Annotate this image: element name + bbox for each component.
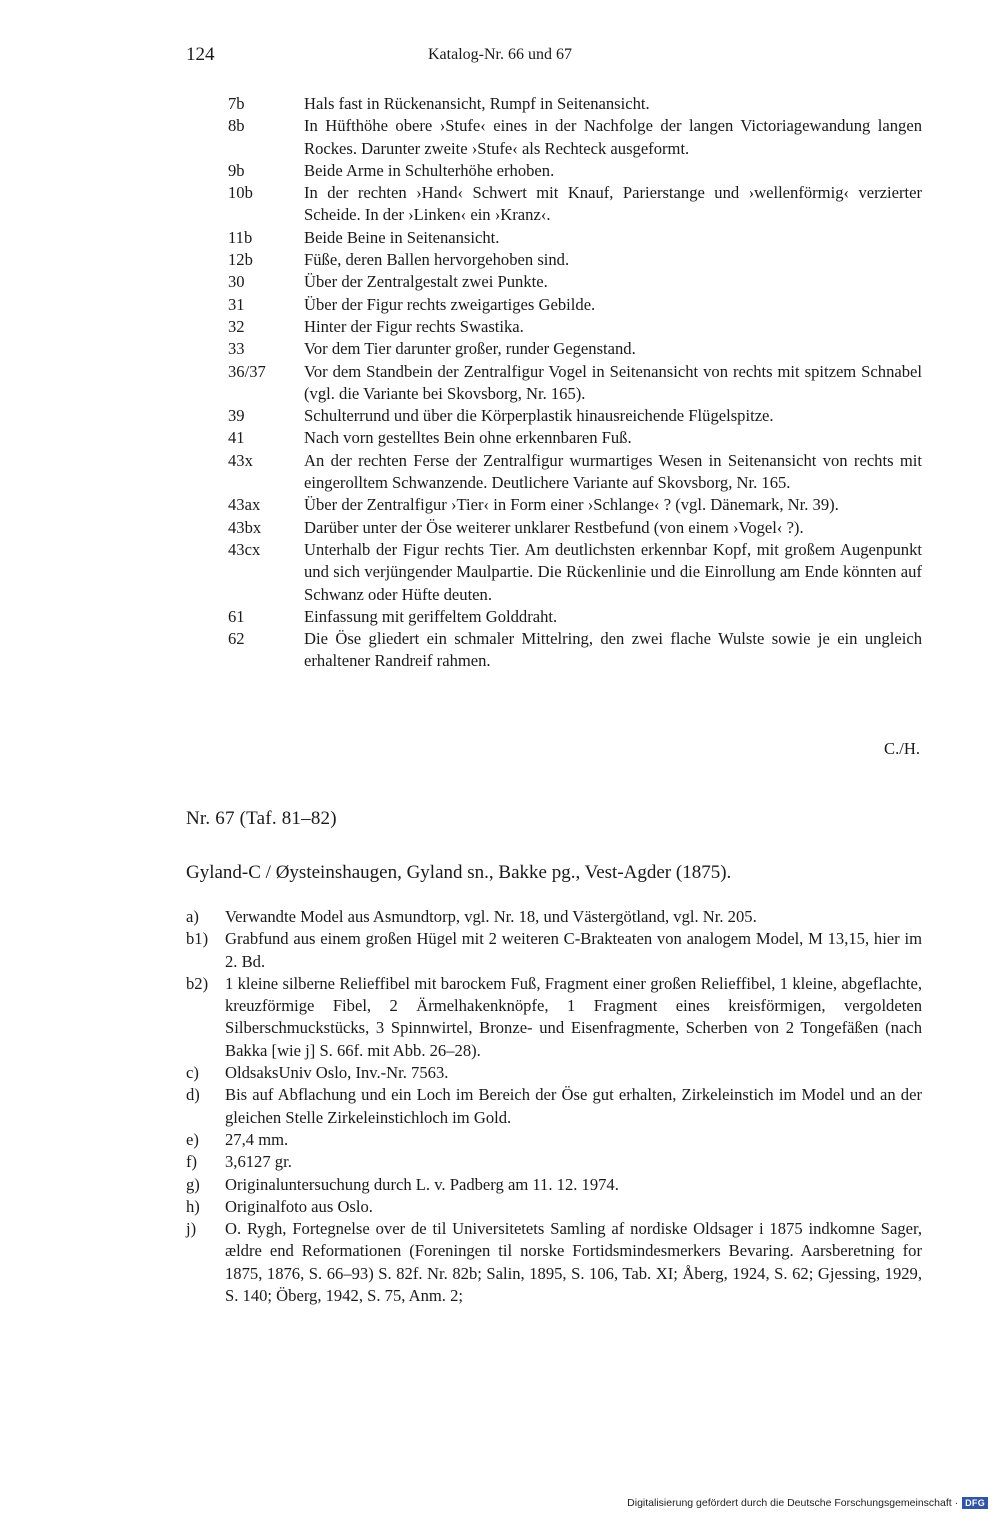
feature-description: Unterhalb der Figur rechts Tier. Am deutlichsten erkennbar Kopf, mit großem Augenpunkt und sich verjüngender Maulpartie. Die Rückenlinie und die Einrollung am Ende könnten auf Schwanz oder Hüfte deuten. <box>304 539 922 604</box>
feature-code: 43cx <box>228 539 261 559</box>
catalog-field <box>186 1218 922 1307</box>
catalog-field <box>186 1062 922 1084</box>
feature-description: Beide Beine in Seitenansicht. <box>304 227 500 247</box>
field-key: a) <box>186 907 199 926</box>
feature-code: 31 <box>228 294 245 314</box>
feature-description: Die Öse gliedert ein schmaler Mittelring, den zwei flache Wulste sowie je ein ungleich erhaltener Randreif rahmen. <box>304 629 922 671</box>
dfg-logo-icon: DFG <box>962 1497 988 1509</box>
feature-description: Nach vorn gestelltes Bein ohne erkennbaren Fuß. <box>304 428 632 448</box>
feature-entry <box>228 115 922 160</box>
feature-entry <box>228 517 922 539</box>
feature-code: 62 <box>228 629 245 649</box>
feature-description: Über der Zentralgestalt zwei Punkte. <box>304 272 548 292</box>
feature-code: 10b <box>228 183 253 203</box>
feature-entry <box>228 450 922 495</box>
feature-entry <box>228 628 922 673</box>
feature-description: In Hüfthöhe obere ›Stufe‹ eines in der Nachfolge der langen Victoriagewandung langen Rockes. Darunter zweite ›Stufe‹ als Rechteck ausgeformt. <box>304 116 922 158</box>
catalog-number-heading: Nr. 67 (Taf. 81–82) <box>186 808 337 829</box>
feature-entry <box>228 93 922 115</box>
feature-entry <box>228 182 922 227</box>
funding-footer <box>627 1497 988 1509</box>
catalog-field <box>186 1196 922 1218</box>
catalog-fields <box>186 906 922 1307</box>
field-key: c) <box>186 1063 199 1083</box>
feature-code: 11b <box>228 227 253 247</box>
catalog-field <box>186 973 922 1062</box>
field-value: OldsaksUniv Oslo, Inv.-Nr. 7563. <box>225 1063 449 1083</box>
feature-code: 43bx <box>228 517 262 537</box>
feature-description: Über der Zentralfigur ›Tier‹ in Form einer ›Schlange‹ ? (vgl. Dänemark, Nr. 39). <box>304 495 839 515</box>
feature-entry <box>228 494 922 516</box>
feature-entry <box>228 338 922 360</box>
field-value: Bis auf Abflachung und ein Loch im Bereich der Öse gut erhalten, Zirkeleinstich im Model und an der gleichen Stelle Zirkeleinstichloch im Gold. <box>225 1085 922 1127</box>
feature-entry <box>228 316 922 338</box>
field-value: Originaluntersuchung durch L. v. Padberg am 11. 12. 1974. <box>225 1174 619 1194</box>
author-initials: C./H. <box>884 739 920 758</box>
field-key: b1) <box>186 929 209 949</box>
feature-description: Vor dem Tier darunter großer, runder Gegenstand. <box>304 339 636 359</box>
field-value: 3,6127 gr. <box>225 1152 292 1172</box>
catalog-field <box>186 1129 922 1151</box>
field-value: 1 kleine silberne Relieffibel mit barockem Fuß, Fragment einer großen Relieffibel, 1 kleine, abgeflachte, kreuzförmige Fibel, 2 Ärmelhakenknöpfe, 1 Fragment eines kreisförmigen, vergoldeten Silberschmuckstücks, 3 Spinnwirtel, Bronze- und Eisenfragmente, Scherben von 2 Tongefäßen (nach Bakka [wie j] S. 66f. mit Abb. 26–28). <box>225 973 922 1060</box>
catalog-field <box>186 1151 922 1173</box>
feature-description: Schulterrund und über die Körperplastik hinausreichende Flügelspitze. <box>304 406 774 426</box>
feature-entry <box>228 606 922 628</box>
field-key: e) <box>186 1129 199 1149</box>
feature-description: In der rechten ›Hand‹ Schwert mit Knauf, Parierstange und ›wellenförmig‹ verzierter Scheide. In der ›Linken‹ ein ›Kranz‹. <box>304 183 922 225</box>
feature-list <box>228 93 922 673</box>
feature-entry <box>228 427 922 449</box>
feature-description: Hals fast in Rückenansicht, Rumpf in Seitenansicht. <box>304 94 650 113</box>
field-key: d) <box>186 1085 200 1105</box>
feature-description: Hinter der Figur rechts Swastika. <box>304 316 524 336</box>
feature-entry <box>228 294 922 316</box>
field-key: b2) <box>186 973 209 993</box>
catalog-field <box>186 1174 922 1196</box>
feature-entry <box>228 160 922 182</box>
feature-code: 36/37 <box>228 361 266 381</box>
field-value: Verwandte Model aus Asmundtorp, vgl. Nr. 18, und Västergötland, vgl. Nr. 205. <box>225 907 757 926</box>
catalog-field <box>186 928 922 973</box>
feature-code: 8b <box>228 116 245 136</box>
field-value: Grabfund aus einem großen Hügel mit 2 weiteren C-Brakteaten von analogem Model, M 13,15, hier im 2. Bd. <box>225 929 922 971</box>
feature-code: 33 <box>228 339 245 359</box>
feature-description: Einfassung mit geriffeltem Golddraht. <box>304 606 558 626</box>
catalog-field <box>186 1084 922 1129</box>
site-heading: Gyland-C / Øysteinshaugen, Gyland sn., Bakke pg., Vest-Agder (1875). <box>186 862 732 883</box>
feature-code: 41 <box>228 428 245 448</box>
feature-description: Füße, deren Ballen hervorgehoben sind. <box>304 250 570 270</box>
field-value: Originalfoto aus Oslo. <box>225 1196 373 1216</box>
feature-description: Darüber unter der Öse weiterer unklarer Restbefund (von einem ›Vogel‹ ?). <box>304 517 804 537</box>
feature-entry <box>228 249 922 271</box>
feature-code: 39 <box>228 406 245 426</box>
funding-text: Digitalisierung gefördert durch die Deutsche Forschungsgemeinschaft · <box>627 1497 959 1509</box>
feature-description: An der rechten Ferse der Zentralfigur wurmartiges Wesen in Seitenansicht von rechts mit eingerolltem Schwanzende. Deutlichere Variante auf Skovsborg, Nr. 165. <box>304 450 922 493</box>
field-key: j) <box>186 1219 197 1239</box>
field-key: h) <box>186 1196 200 1216</box>
feature-entry <box>228 539 922 606</box>
feature-entry <box>228 405 922 427</box>
feature-description: Beide Arme in Schulterhöhe erhoben. <box>304 160 555 180</box>
field-value: 27,4 mm. <box>225 1129 289 1149</box>
feature-entry <box>228 227 922 249</box>
field-key: g) <box>186 1174 200 1194</box>
field-value: O. Rygh, Fortegnelse over de til Universitetets Samling af nordiske Oldsager i 1875 indkomne Sager, ældre end Reformationen (Foreningen til norske Fortidsmindesmerkers Bevaring. Aarsberetning for 1875, 1876, S. 66–93) S. 82f. Nr. 82b; Salin, 1895, S. 106, Tab. XI; Åberg, 1924, S. 62; Gjessing, 1929, S. 140; Öberg, 1942, S. 75, Anm. 2; <box>225 1219 922 1306</box>
field-key: f) <box>186 1152 198 1172</box>
feature-code: 43x <box>228 450 253 470</box>
feature-code: 12b <box>228 250 253 270</box>
running-head: Katalog-Nr. 66 und 67 <box>428 46 572 63</box>
feature-code: 30 <box>228 272 245 292</box>
feature-description: Über der Figur rechts zweigartiges Gebilde. <box>304 294 596 314</box>
feature-entry <box>228 271 922 293</box>
feature-code: 43ax <box>228 495 261 515</box>
page-number: 124 <box>186 44 215 65</box>
feature-code: 61 <box>228 606 245 626</box>
feature-entry <box>228 361 922 406</box>
feature-code: 32 <box>228 316 245 336</box>
feature-code: 9b <box>228 160 245 180</box>
catalog-field <box>186 906 922 928</box>
feature-code: 7b <box>228 94 245 113</box>
feature-description: Vor dem Standbein der Zentralfigur Vogel in Seitenansicht von rechts mit spitzem Schnabel (vgl. die Variante bei Skovsborg, Nr. 165). <box>304 361 922 403</box>
